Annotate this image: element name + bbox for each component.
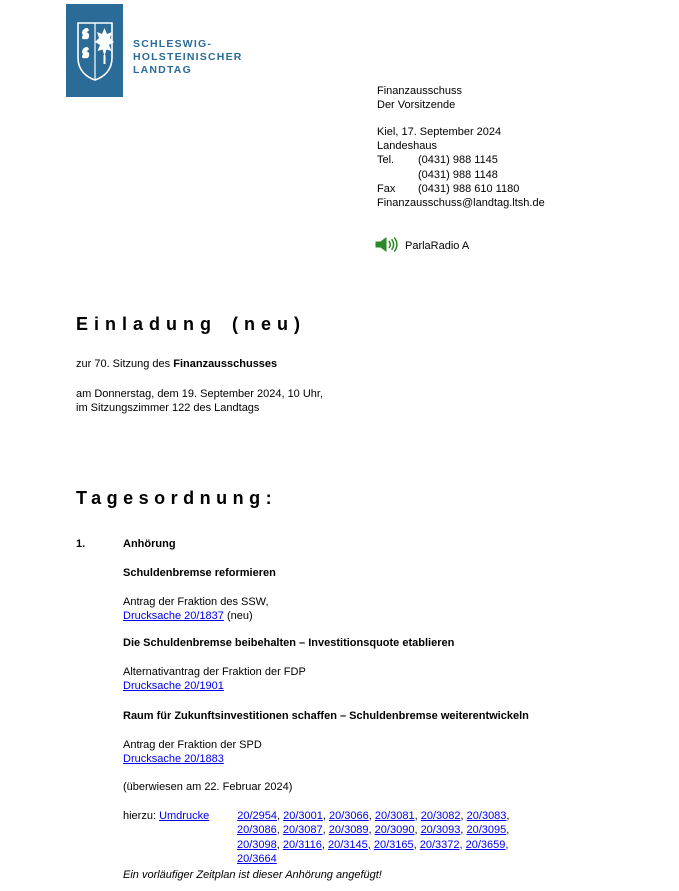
tel-number-2: (0431) 988 1148	[418, 168, 498, 181]
umdruck-link[interactable]: 20/3081	[374, 809, 415, 822]
spacer	[377, 112, 545, 125]
logo-wordmark	[133, 38, 243, 78]
umdruck-link[interactable]: 20/3086	[237, 824, 277, 837]
topic-3-mover: Antrag der Fraktion der SPD	[123, 738, 262, 751]
topic-1-motion	[123, 595, 636, 624]
session-line	[76, 357, 277, 371]
topic-2-motion	[123, 665, 636, 694]
fax-label: Fax	[377, 182, 396, 195]
umdruck-link[interactable]: 20/3082	[420, 809, 461, 822]
tel-number-1: (0431) 988 1145	[418, 154, 498, 167]
logo-line-1: SCHLESWIG-	[133, 38, 213, 50]
umdruck-link[interactable]: 20/3083	[466, 809, 507, 822]
agenda-item-title: Anhörung	[123, 538, 176, 550]
agenda-item-1	[76, 537, 636, 882]
session-line-committee: Finanzausschusses	[173, 358, 278, 370]
logo-line-3: LANDTAG	[133, 64, 192, 77]
umdruck-link[interactable]: 20/3165	[373, 838, 414, 851]
landtag-logo	[66, 4, 123, 97]
schedule-note: Ein vorläufiger Zeitplan ist dieser Anhörung angefügt!	[123, 869, 382, 882]
umdruck-link[interactable]: 20/3095	[466, 824, 507, 837]
date-location-lines	[76, 387, 323, 416]
drucksache-link-20-1837[interactable]: Drucksache 20/1837	[123, 610, 224, 623]
drucksache-link-20-1901[interactable]: Drucksache 20/1901	[123, 679, 224, 692]
title-word-neu: (neu)	[232, 314, 306, 334]
topic-3-motion	[123, 738, 636, 767]
umdruck-link[interactable]: 20/3089	[328, 824, 369, 837]
tel-label-empty	[377, 168, 418, 182]
topic-2-mover: Alternativantrag der Fraktion der FDP	[123, 665, 306, 678]
parlaradio-label: ParlaRadio A	[405, 240, 470, 252]
agenda-heading: Tagesordnung:	[76, 488, 278, 508]
umdrucke-prefix: hierzu:	[123, 809, 160, 822]
umdruck-link[interactable]: 20/3093	[420, 824, 461, 837]
umdrucke-group-link[interactable]: Umdrucke	[159, 809, 210, 822]
building-name: Landeshaus	[377, 140, 437, 153]
umdruck-link[interactable]: 20/3116	[282, 838, 322, 851]
sender-block	[377, 84, 545, 210]
umdruck-link[interactable]: 20/3066	[328, 809, 369, 822]
agenda-item-number: 1.	[76, 538, 86, 550]
umdrucke-list: 20/2954, 20/3001, 20/3066, 20/3081, 20/3082, 20/3083, 20/3086, 20/3087, 20/3089, 20/3090, 20/3093, 20/3095, 20/3098, 20/3116, 20/3145, 20/3165, 20/3372, 20/3659, 20/3664	[237, 809, 510, 865]
fax-row	[377, 182, 545, 196]
umdruck-link[interactable]: 20/3372,	[419, 838, 463, 851]
umdruck-link[interactable]: 20/3664	[237, 852, 277, 865]
umdruck-link[interactable]: 20/3659,	[465, 838, 509, 851]
tel-row-2	[377, 168, 545, 182]
parlaradio-link[interactable]	[375, 236, 469, 253]
topic-2-title: Die Schuldenbremse beibehalten – Investitionsquote etablieren	[123, 637, 455, 650]
coat-of-arms-icon	[74, 20, 116, 82]
umdruck-link[interactable]: 20/3087	[282, 824, 323, 837]
topic-1-mover: Antrag der Fraktion des SSW,	[123, 595, 269, 608]
referral-note: (überwiesen am 22. Februar 2024)	[123, 780, 293, 793]
topic-3-title: Raum für Zukunftsinvestitionen schaffen – Schuldenbremse weiterentwickeln	[123, 710, 529, 723]
fax-number: (0431) 988 610 1180	[418, 182, 520, 195]
umdruck-link[interactable]: 20/3098	[237, 838, 277, 851]
umdrucke-paragraph	[123, 809, 636, 866]
place-date: Kiel, 17. September 2024	[377, 125, 502, 138]
title-word-einladung: Einladung	[76, 314, 217, 334]
topic-1-doc-suffix: (neu)	[223, 610, 253, 623]
sender-role: Der Vorsitzende	[377, 99, 456, 112]
umdruck-link[interactable]: 20/3090	[374, 824, 415, 837]
umdruck-link[interactable]: 20/2954	[237, 809, 277, 822]
location-line: im Sitzungszimmer 122 des Landtags	[76, 402, 260, 415]
drucksache-link-20-1883[interactable]: Drucksache 20/1883	[123, 752, 224, 765]
committee-name: Finanzausschuss	[377, 85, 462, 97]
email-address: Finanzausschuss@landtag.ltsh.de	[377, 196, 545, 209]
document-title	[76, 315, 306, 333]
session-line-prefix: zur 70. Sitzung des	[76, 358, 174, 370]
tel-label: Tel.	[377, 154, 395, 167]
logo-line-2: HOLSTEINISCHER	[133, 51, 243, 64]
umdruck-link[interactable]: 20/3001	[283, 809, 323, 822]
topic-1-title: Schuldenbremse reformieren	[123, 566, 276, 579]
umdruck-link[interactable]: 20/3145,	[327, 838, 371, 851]
date-line: am Donnerstag, dem 19. September 2024, 10 Uhr,	[76, 388, 324, 400]
tel-row-1	[377, 153, 545, 167]
agenda-item-content	[123, 537, 636, 882]
speaker-icon	[375, 236, 398, 253]
